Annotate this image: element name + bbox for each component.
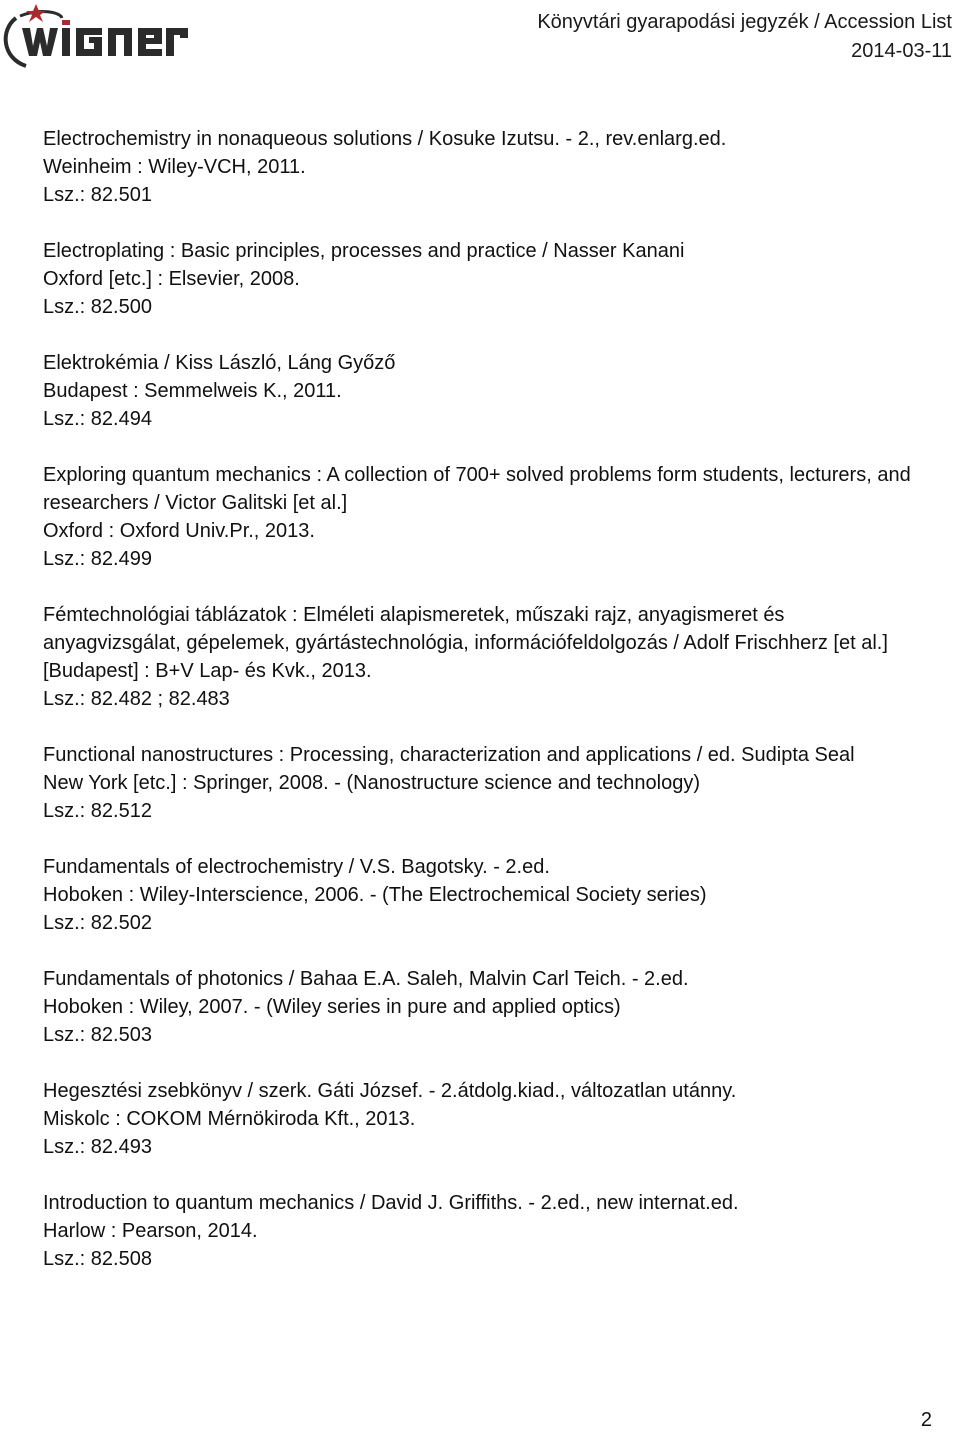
page-number: 2 [920, 1409, 932, 1431]
list-item [43, 1077, 923, 1161]
entry-title: Exploring quantum mechanics : A collection of 700+ solved problems form students, lecturers, and researchers / Victor Galitski [et al.] [43, 464, 911, 514]
entry-publication: Weinheim : Wiley-VCH, 2011. [43, 156, 306, 178]
header-info [537, 8, 952, 66]
list-item [43, 237, 923, 321]
list-item [43, 349, 923, 433]
entry-publication: Miskolc : COKOM Mérnökiroda Kft., 2013. [43, 1108, 416, 1130]
list-item [43, 1189, 923, 1273]
entry-call-number: Lsz.: 82.508 [43, 1248, 152, 1270]
entry-title: Elektrokémia / Kiss László, Láng Győző [43, 352, 396, 374]
wigner-logo-graphic [0, 0, 200, 76]
entry-title: Electrochemistry in nonaqueous solutions / Kosuke Izutsu. - 2., rev.enlarg.ed. [43, 128, 727, 150]
entry-publication: [Budapest] : B+V Lap- és Kvk., 2013. [43, 660, 372, 682]
list-item [43, 125, 923, 209]
entry-call-number: Lsz.: 82.502 [43, 912, 152, 934]
entry-title: Fundamentals of electrochemistry / V.S. Bagotsky. - 2.ed. [43, 856, 550, 878]
entry-publication: Oxford : Oxford Univ.Pr., 2013. [43, 520, 315, 542]
list-item [43, 741, 923, 825]
entry-publication: Hoboken : Wiley-Interscience, 2006. - (The Electrochemical Society series) [43, 884, 707, 906]
entry-call-number: Lsz.: 82.493 [43, 1136, 152, 1158]
entry-publication: Hoboken : Wiley, 2007. - (Wiley series in pure and applied optics) [43, 996, 621, 1018]
entry-call-number: Lsz.: 82.482 ; 82.483 [43, 688, 230, 710]
entry-publication: Budapest : Semmelweis K., 2011. [43, 380, 342, 402]
list-item [43, 965, 923, 1049]
accession-list [43, 125, 923, 1301]
list-item [43, 853, 923, 937]
entry-call-number: Lsz.: 82.499 [43, 548, 152, 570]
document-title: Könyvtári gyarapodási jegyzék / Accession List [537, 11, 952, 33]
list-item [43, 601, 923, 713]
entry-call-number: Lsz.: 82.500 [43, 296, 152, 318]
entry-title: Electroplating : Basic principles, processes and practice / Nasser Kanani [43, 240, 685, 262]
entry-title: Fundamentals of photonics / Bahaa E.A. Saleh, Malvin Carl Teich. - 2.ed. [43, 968, 689, 990]
entry-publication: New York [etc.] : Springer, 2008. - (Nanostructure science and technology) [43, 772, 701, 794]
entry-title: Introduction to quantum mechanics / David J. Griffiths. - 2.ed., new internat.ed. [43, 1192, 739, 1214]
entry-title: Fémtechnológiai táblázatok : Elméleti alapismeretek, műszaki rajz, anyagismeret és anyagvizsgálat, gépelemek, gyártástechnológia, információfeldolgozás / Adolf Frischherz [et al.] [43, 604, 888, 654]
entry-call-number: Lsz.: 82.503 [43, 1024, 152, 1046]
entry-call-number: Lsz.: 82.494 [43, 408, 152, 430]
wigner-logo [0, 0, 200, 76]
entry-publication: Harlow : Pearson, 2014. [43, 1220, 258, 1242]
entry-title: Hegesztési zsebkönyv / szerk. Gáti József. - 2.átdolg.kiad., változatlan utánny. [43, 1080, 737, 1102]
document-date: 2014-03-11 [851, 40, 952, 62]
entry-publication: Oxford [etc.] : Elsevier, 2008. [43, 268, 300, 290]
entry-call-number: Lsz.: 82.512 [43, 800, 152, 822]
list-item [43, 461, 923, 573]
entry-title: Functional nanostructures : Processing, characterization and applications / ed. Sudipta Seal [43, 744, 855, 766]
entry-call-number: Lsz.: 82.501 [43, 184, 152, 206]
